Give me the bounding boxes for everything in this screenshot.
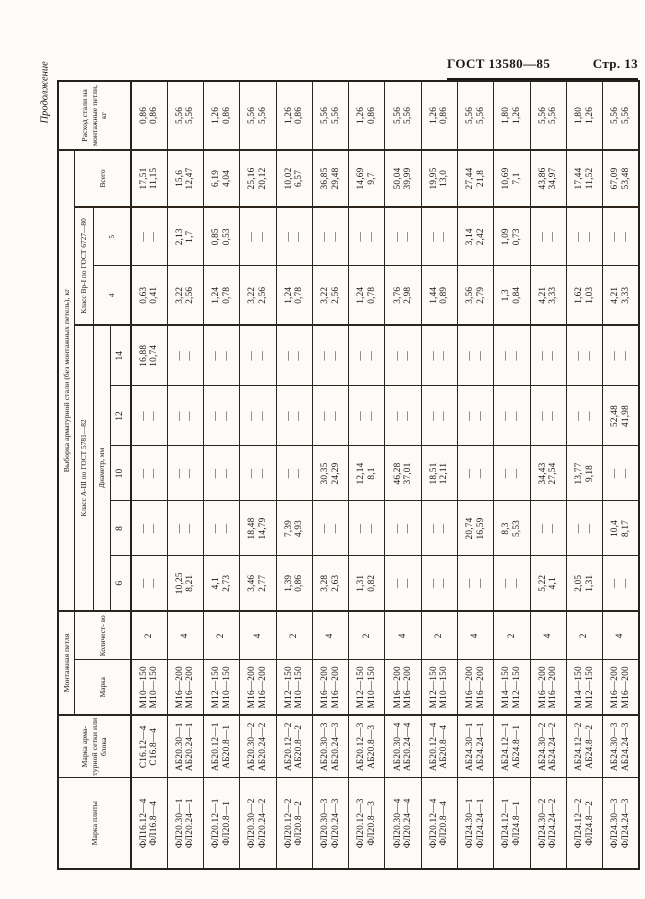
cell-d10: — — — [458, 446, 494, 501]
cell-d10: — — — [131, 446, 167, 501]
cell-d8: 8,3 5,53 — [494, 501, 530, 556]
table-row — [494, 81, 530, 869]
cell-w5: 3,14 2,42 — [458, 207, 494, 266]
cell-mesh-mark: АБ24.12—2 АБ24.8—2 — [566, 715, 602, 778]
cell-d8: — — — [385, 501, 421, 556]
cell-d6: — — — [603, 556, 639, 611]
cell-mesh-mark: АБ20.12—3 АБ20.8—3 — [349, 715, 385, 778]
cell-loops-steel: 5,56 5,56 — [530, 81, 566, 150]
cell-d12: — — — [131, 386, 167, 446]
cell-d10: 30,35 24,29 — [312, 446, 348, 501]
cell-d6: — — — [131, 556, 167, 611]
cell-d10: — — — [240, 446, 276, 501]
cell-total: 67,09 53,48 — [603, 150, 639, 207]
cell-d14: — — — [312, 325, 348, 386]
header-dia-4: 4 — [93, 266, 131, 325]
cell-w4: 1,24 0,78 — [276, 266, 312, 325]
cell-loop-qty: 4 — [458, 611, 494, 660]
cell-w5: 1,09 0,73 — [494, 207, 530, 266]
cell-d14: — — — [530, 325, 566, 386]
header-total: Всего — [74, 150, 131, 207]
page-number: Стр. 13 — [592, 56, 638, 71]
table-row — [240, 81, 276, 869]
cell-loop-qty: 4 — [603, 611, 639, 660]
table-row — [530, 81, 566, 869]
cell-d10: — — — [276, 446, 312, 501]
cell-loop-qty: 4 — [240, 611, 276, 660]
cell-d10: 13,77 9,18 — [566, 446, 602, 501]
header-mesh-mark: Марка арма- турной сетки или блока — [58, 715, 131, 778]
cell-w5: — — — [131, 207, 167, 266]
cell-loop-mark: М12—150 М10—150 — [421, 660, 457, 715]
cell-w4: 4,21 3,33 — [530, 266, 566, 325]
header-plate-mark: Марка плиты — [58, 778, 131, 869]
cell-d8: 10,4 8,17 — [603, 501, 639, 556]
cell-d6: — — — [421, 556, 457, 611]
cell-d14: — — — [458, 325, 494, 386]
cell-w4: 1,24 0,78 — [204, 266, 240, 325]
header-dia-10: 10 — [110, 446, 131, 501]
cell-plate-mark: ФЛ24.30—2 ФЛ24.24—2 — [530, 778, 566, 869]
cell-loop-qty: 4 — [167, 611, 203, 660]
cell-d8: — — — [421, 501, 457, 556]
table-row — [421, 81, 457, 869]
cell-loops-steel: 5,56 5,56 — [603, 81, 639, 150]
cell-loop-qty: 4 — [530, 611, 566, 660]
cell-loop-mark: М16—200 М16—200 — [458, 660, 494, 715]
cell-total: 17,51 11,15 — [131, 150, 167, 207]
cell-d10: 46,28 37,01 — [385, 446, 421, 501]
header-diameter: Диаметр, мм — [93, 325, 110, 611]
header-loop-qty: Количест- во — [74, 611, 131, 660]
cell-d14: — — — [494, 325, 530, 386]
cell-loops-steel: 1,26 0,86 — [349, 81, 385, 150]
cell-loops-steel: 1,80 1,26 — [494, 81, 530, 150]
cell-mesh-mark: АБ20.12—4 АБ20.8—4 — [421, 715, 457, 778]
cell-w5: — — — [349, 207, 385, 266]
cell-loops-steel: 1,26 0,86 — [421, 81, 457, 150]
cell-d10: — — — [494, 446, 530, 501]
cell-loops-steel: 0,86 0,86 — [131, 81, 167, 150]
cell-d10: 12,14 8,1 — [349, 446, 385, 501]
rotated-table-container — [57, 82, 640, 870]
cell-w4: 0,63 0,41 — [131, 266, 167, 325]
table-body — [131, 81, 639, 869]
cell-loops-steel: 1,26 0,86 — [204, 81, 240, 150]
cell-d6: — — — [494, 556, 530, 611]
cell-d10: — — — [204, 446, 240, 501]
cell-w4: 1,62 1,03 — [566, 266, 602, 325]
table-row — [566, 81, 602, 869]
cell-mesh-mark: АБ20.30—2 АБ20.24—2 — [240, 715, 276, 778]
cell-loops-steel: 5,56 5,56 — [458, 81, 494, 150]
cell-plate-mark: ФЛ24.30—3 ФЛ24.24—3 — [603, 778, 639, 869]
cell-d8: 20,74 16,59 — [458, 501, 494, 556]
reinforcement-spec-table — [57, 80, 640, 870]
cell-total: 10,69 7,1 — [494, 150, 530, 207]
cell-w4: 3,22 2,56 — [167, 266, 203, 325]
cell-mesh-mark: АБ20.12—2 АБ20.8—2 — [276, 715, 312, 778]
cell-w4: 3,76 2,98 — [385, 266, 421, 325]
cell-plate-mark: ФЛ24.12—2 ФЛ24.8—2 — [566, 778, 602, 869]
cell-d14: — — — [603, 325, 639, 386]
cell-mesh-mark: АБ20.30—3 АБ20.24—3 — [312, 715, 348, 778]
cell-loop-mark: М16—200 М16—200 — [385, 660, 421, 715]
cell-total: 36,85 29,48 — [312, 150, 348, 207]
cell-d12: — — — [566, 386, 602, 446]
cell-d6: 3,28 2,63 — [312, 556, 348, 611]
cell-d14: — — — [385, 325, 421, 386]
header-dia-6: 6 — [110, 556, 131, 611]
cell-loops-steel: 5,56 5,56 — [312, 81, 348, 150]
cell-d8: — — — [530, 501, 566, 556]
cell-plate-mark: ФЛ20.12—2 ФЛ20.8—2 — [276, 778, 312, 869]
cell-d12: — — — [167, 386, 203, 446]
cell-mesh-mark: АБ24.30—3 АБ24.24—3 — [603, 715, 639, 778]
cell-d10: — — — [167, 446, 203, 501]
cell-d8: — — — [566, 501, 602, 556]
header-steel-selection-group: Выборка арматурной стали (без монтажных петель), кг — [58, 150, 74, 611]
cell-total: 15,6 12,47 — [167, 150, 203, 207]
cell-d6: — — — [458, 556, 494, 611]
cell-w5: 2,13 1,7 — [167, 207, 203, 266]
cell-d10: 18,51 12,11 — [421, 446, 457, 501]
page-header — [447, 55, 638, 80]
cell-w5: — — — [603, 207, 639, 266]
cell-total: 10,02 6,57 — [276, 150, 312, 207]
cell-total: 17,44 11,52 — [566, 150, 602, 207]
cell-total: 50,04 39,99 — [385, 150, 421, 207]
cell-w5: — — — [276, 207, 312, 266]
table-row — [458, 81, 494, 869]
cell-w5: — — — [530, 207, 566, 266]
cell-d14: — — — [276, 325, 312, 386]
cell-plate-mark: ФЛ24.30—1 ФЛ24.24—1 — [458, 778, 494, 869]
cell-d8: — — — [131, 501, 167, 556]
cell-d8: — — — [312, 501, 348, 556]
header-dia-5: 5 — [93, 207, 131, 266]
cell-d14: 16,88 10,74 — [131, 325, 167, 386]
cell-d8: — — — [167, 501, 203, 556]
cell-loop-mark: М16—200 М16—200 — [240, 660, 276, 715]
gost-number: ГОСТ 13580—85 — [447, 56, 551, 71]
cell-d6: 5,22 4,1 — [530, 556, 566, 611]
cell-loops-steel: 1,26 0,86 — [276, 81, 312, 150]
cell-d12: — — — [349, 386, 385, 446]
continuation-label: Продолжение — [39, 61, 51, 124]
cell-loop-mark: М16—200 М16—200 — [530, 660, 566, 715]
cell-d6: 3,46 2,77 — [240, 556, 276, 611]
cell-loops-steel: 5,56 5,56 — [240, 81, 276, 150]
cell-loop-mark: М16—200 М16—200 — [167, 660, 203, 715]
cell-w4: 1,24 0,78 — [349, 266, 385, 325]
header-loops-steel-consumption: Расход стали на монтажные петли, кг — [58, 81, 131, 150]
cell-total: 19,95 13,0 — [421, 150, 457, 207]
cell-d6: 10,25 8,21 — [167, 556, 203, 611]
cell-loop-qty: 4 — [312, 611, 348, 660]
cell-d8: 7,39 4,93 — [276, 501, 312, 556]
cell-w4: 4,21 3,33 — [603, 266, 639, 325]
cell-mesh-mark: АБ20.30—1 АБ20.24—1 — [167, 715, 203, 778]
cell-plate-mark: ФЛ20.30—4 ФЛ20.24—4 — [385, 778, 421, 869]
cell-total: 25,16 20,12 — [240, 150, 276, 207]
cell-mesh-mark: АБ20.30—4 АБ20.24—4 — [385, 715, 421, 778]
cell-d14: — — — [240, 325, 276, 386]
cell-d12: 52,48 41,98 — [603, 386, 639, 446]
header-dia-14: 14 — [110, 325, 131, 386]
cell-mesh-mark: АБ24.30—2 АБ24.24—2 — [530, 715, 566, 778]
cell-total: 6,19 4,04 — [204, 150, 240, 207]
cell-d14: — — — [349, 325, 385, 386]
cell-loop-qty: 4 — [385, 611, 421, 660]
cell-plate-mark: ФЛ20.30—3 ФЛ20.24—3 — [312, 778, 348, 869]
cell-loop-qty: 2 — [349, 611, 385, 660]
cell-w5: — — — [312, 207, 348, 266]
cell-w5: — — — [240, 207, 276, 266]
cell-loop-mark: М12—150 М10—150 — [349, 660, 385, 715]
cell-d6: 4,1 2,73 — [204, 556, 240, 611]
cell-w5: — — — [385, 207, 421, 266]
cell-d8: — — — [204, 501, 240, 556]
cell-loop-mark: М12—150 М10—150 — [276, 660, 312, 715]
header-mounting-loop-group: Монтажная петля — [58, 611, 74, 715]
cell-d12: — — — [494, 386, 530, 446]
cell-w4: 3,22 2,56 — [240, 266, 276, 325]
cell-d6: 2,05 1,31 — [566, 556, 602, 611]
table-header — [58, 81, 131, 869]
header-dia-12: 12 — [110, 386, 131, 446]
cell-d12: — — — [276, 386, 312, 446]
cell-d14: — — — [566, 325, 602, 386]
cell-d12: — — — [385, 386, 421, 446]
cell-total: 27,44 21,8 — [458, 150, 494, 207]
cell-loop-mark: М14—150 М12—150 — [566, 660, 602, 715]
cell-loop-mark: М10—150 М10—150 — [131, 660, 167, 715]
cell-plate-mark: ФЛ24.12—1 ФЛ24.8—1 — [494, 778, 530, 869]
header-class-vr: Класс Вр-I по ГОСТ 6727—80 — [74, 207, 93, 325]
table-row — [204, 81, 240, 869]
cell-w4: 3,56 2,79 — [458, 266, 494, 325]
cell-d12: — — — [421, 386, 457, 446]
cell-w5: — — — [421, 207, 457, 266]
cell-total: 14,69 9,7 — [349, 150, 385, 207]
cell-plate-mark: ФЛ16.12—4 ФЛ16.8—4 — [131, 778, 167, 869]
table-row — [312, 81, 348, 869]
cell-loop-qty: 2 — [566, 611, 602, 660]
cell-d6: — — — [385, 556, 421, 611]
cell-mesh-mark: С16.12—4 С16.8—4 — [131, 715, 167, 778]
cell-d12: — — — [312, 386, 348, 446]
cell-mesh-mark: АБ20.12—1 АБ20.8—1 — [204, 715, 240, 778]
cell-w5: 0,85 0,53 — [204, 207, 240, 266]
cell-loop-mark: М16—200 М16—200 — [603, 660, 639, 715]
cell-loops-steel: 5,56 5,56 — [167, 81, 203, 150]
cell-loops-steel: 1,80 1,26 — [566, 81, 602, 150]
cell-d12: — — — [204, 386, 240, 446]
table-row — [385, 81, 421, 869]
cell-plate-mark: ФЛ20.12—3 ФЛ20.8—3 — [349, 778, 385, 869]
table-row — [276, 81, 312, 869]
cell-d10: 34,43 27,54 — [530, 446, 566, 501]
cell-w4: 3,22 2,56 — [312, 266, 348, 325]
cell-mesh-mark: АБ24.12—1 АБ24.8—1 — [494, 715, 530, 778]
table-row — [349, 81, 385, 869]
cell-loop-qty: 2 — [204, 611, 240, 660]
cell-loop-qty: 2 — [494, 611, 530, 660]
cell-plate-mark: ФЛ20.30—2 ФЛ20.24—2 — [240, 778, 276, 869]
header-class-a3: Класс А-III по ГОСТ 5781—82 — [74, 325, 93, 611]
cell-d14: — — — [421, 325, 457, 386]
cell-w5: — — — [566, 207, 602, 266]
cell-d6: 1,39 0,86 — [276, 556, 312, 611]
cell-loop-mark: М14—150 М12—150 — [494, 660, 530, 715]
cell-d8: — — — [349, 501, 385, 556]
cell-d10: — — — [603, 446, 639, 501]
cell-loop-mark: М12—150 М10—150 — [204, 660, 240, 715]
cell-w4: 1,44 0,89 — [421, 266, 457, 325]
cell-loop-qty: 2 — [131, 611, 167, 660]
cell-d12: — — — [530, 386, 566, 446]
cell-d8: 18,48 14,79 — [240, 501, 276, 556]
cell-loop-qty: 2 — [276, 611, 312, 660]
cell-loop-qty: 2 — [421, 611, 457, 660]
cell-loop-mark: М16—200 М16—200 — [312, 660, 348, 715]
header-dia-8: 8 — [110, 501, 131, 556]
cell-d12: — — — [240, 386, 276, 446]
cell-d6: 1,31 0,82 — [349, 556, 385, 611]
cell-d12: — — — [458, 386, 494, 446]
cell-w4: 1,3 0,84 — [494, 266, 530, 325]
cell-plate-mark: ФЛ20.30—1 ФЛ20.24—1 — [167, 778, 203, 869]
table-row — [603, 81, 639, 869]
cell-d14: — — — [204, 325, 240, 386]
cell-plate-mark: ФЛ20.12—4 ФЛ20.8—4 — [421, 778, 457, 869]
cell-total: 43,86 34,97 — [530, 150, 566, 207]
cell-loops-steel: 5,56 5,56 — [385, 81, 421, 150]
cell-plate-mark: ФЛ20.12—1 ФЛ20.8—1 — [204, 778, 240, 869]
table-row — [167, 81, 203, 869]
cell-d14: — — — [167, 325, 203, 386]
table-row — [131, 81, 167, 869]
cell-mesh-mark: АБ24.30—1 АБ24.24—1 — [458, 715, 494, 778]
header-loop-mark: Марка — [74, 660, 131, 715]
